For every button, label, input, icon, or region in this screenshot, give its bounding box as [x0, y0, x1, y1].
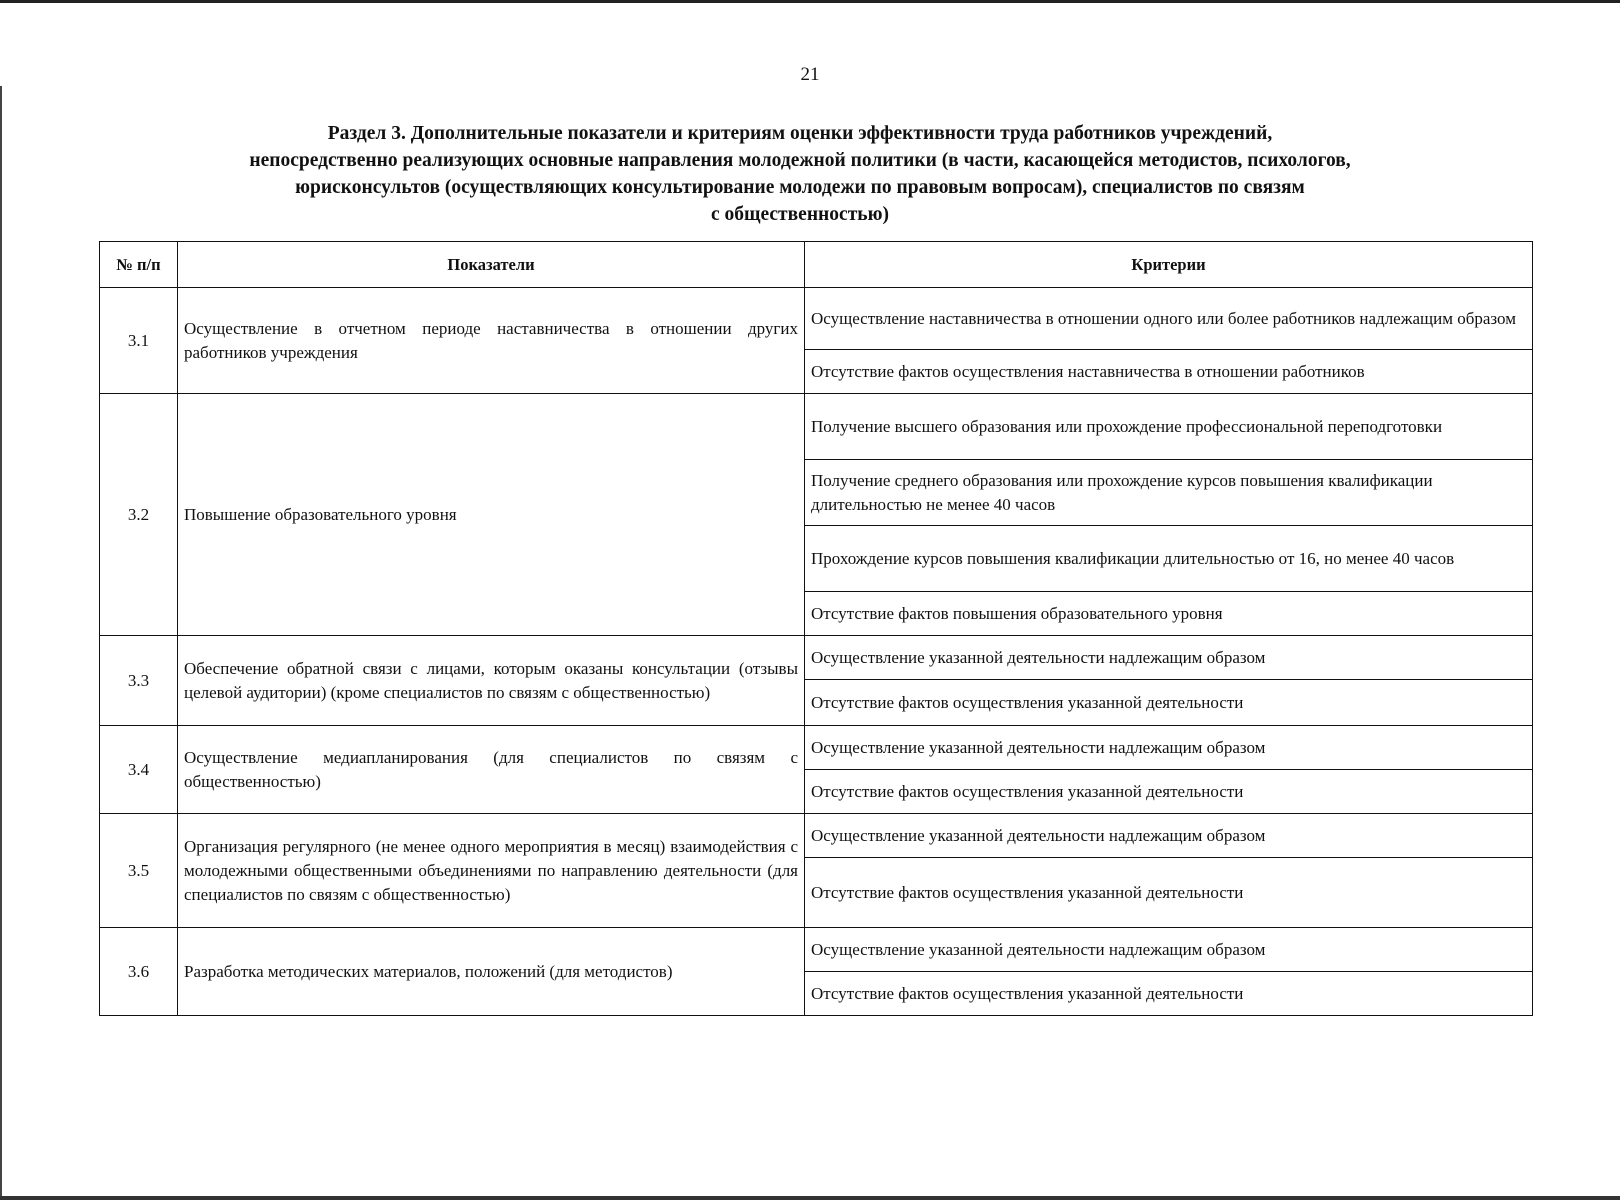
criterion-cell: Прохождение курсов повышения квалификации длительностью от 16, но менее 40 часов [805, 526, 1533, 592]
table-row [100, 814, 1533, 858]
indicator-cell: Осуществление в отчетном периоде наставничества в отношении других работников учреждения [178, 288, 805, 394]
header-indicators: Показатели [178, 242, 805, 288]
scan-edge-bottom [0, 1196, 1620, 1200]
criterion-cell: Осуществление наставничества в отношении одного или более работников надлежащим образом [805, 288, 1533, 350]
section-title-line: юрисконсультов (осуществляющих консультирование молодежи по правовым вопросам), специалистов по связям [295, 177, 1305, 198]
row-number: 3.1 [100, 288, 178, 394]
table-header-row [100, 242, 1533, 288]
section-title [120, 120, 1480, 228]
criterion-cell: Отсутствие фактов осуществления указанной деятельности [805, 858, 1533, 928]
row-number: 3.2 [100, 394, 178, 636]
row-number: 3.5 [100, 814, 178, 928]
criterion-cell: Получение среднего образования или прохождение курсов повышения квалификации длительностью не менее 40 часов [805, 460, 1533, 526]
indicator-cell: Обеспечение обратной связи с лицами, которым оказаны консультации (отзывы целевой аудитории) (кроме специалистов по связям с общественностью) [178, 636, 805, 726]
row-number: 3.3 [100, 636, 178, 726]
criteria-table [99, 241, 1533, 1016]
table-row [100, 394, 1533, 460]
table-row [100, 288, 1533, 350]
table-row [100, 636, 1533, 680]
indicator-cell: Разработка методических материалов, положений (для методистов) [178, 928, 805, 1016]
criterion-cell: Отсутствие фактов осуществления указанной деятельности [805, 680, 1533, 726]
row-number: 3.4 [100, 726, 178, 814]
indicator-cell: Повышение образовательного уровня [178, 394, 805, 636]
criterion-cell: Осуществление указанной деятельности надлежащим образом [805, 928, 1533, 972]
criterion-cell: Отсутствие фактов осуществления наставничества в отношении работников [805, 350, 1533, 394]
indicator-cell: Организация регулярного (не менее одного мероприятия в месяц) взаимодействия с молодежными общественными объединениями по направлению деятельности (для специалистов по связям с общественностью) [178, 814, 805, 928]
table-row [100, 726, 1533, 770]
criterion-cell: Осуществление указанной деятельности надлежащим образом [805, 726, 1533, 770]
scan-edge-left [0, 86, 2, 1196]
header-number: № п/п [100, 242, 178, 288]
criterion-cell: Получение высшего образования или прохождение профессиональной переподготовки [805, 394, 1533, 460]
criterion-cell: Отсутствие фактов осуществления указанной деятельности [805, 770, 1533, 814]
scan-edge-top [0, 0, 1620, 3]
criterion-cell: Осуществление указанной деятельности надлежащим образом [805, 814, 1533, 858]
header-criteria: Критерии [805, 242, 1533, 288]
section-title-line: непосредственно реализующих основные направления молодежной политики (в части, касающейся методистов, психологов, [249, 150, 1351, 171]
criterion-cell: Осуществление указанной деятельности надлежащим образом [805, 636, 1533, 680]
section-title-line: Раздел 3. Дополнительные показатели и критериям оценки эффективности труда работников учреждений, [327, 123, 1273, 144]
section-title-line: с общественностью) [711, 204, 889, 225]
indicator-cell: Осуществление медиапланирования (для специалистов по связям с общественностью) [178, 726, 805, 814]
page-number: 21 [800, 64, 820, 85]
criterion-cell: Отсутствие фактов повышения образовательного уровня [805, 592, 1533, 636]
table-row [100, 928, 1533, 972]
row-number: 3.6 [100, 928, 178, 1016]
criterion-cell: Отсутствие фактов осуществления указанной деятельности [805, 972, 1533, 1016]
